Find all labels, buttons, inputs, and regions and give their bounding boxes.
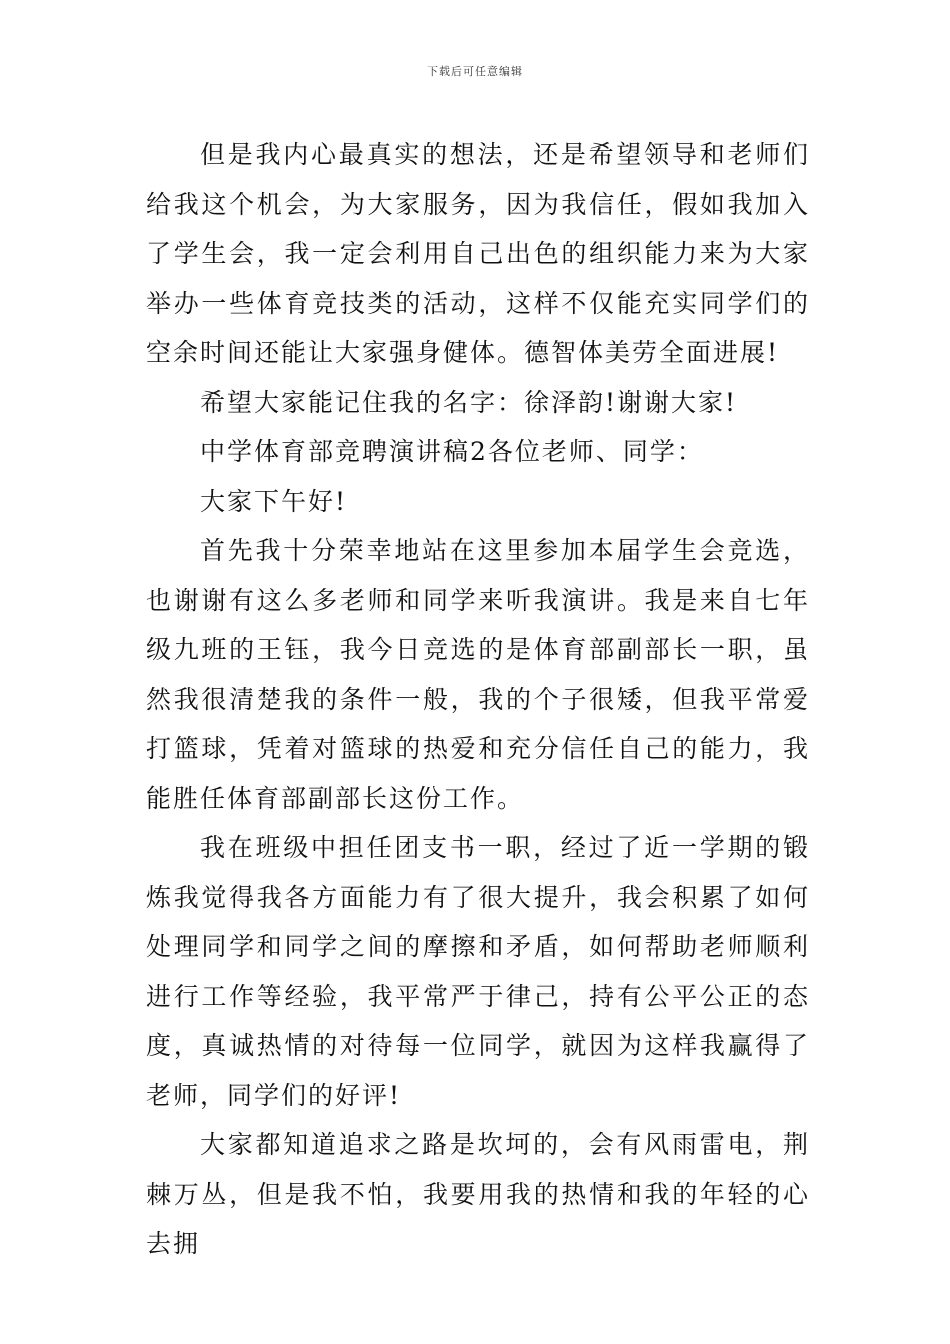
- paragraph: 中学体育部竞聘演讲稿2各位老师、同学：: [200, 437, 704, 466]
- paragraph: 但是我内心最真实的想法，还是希望领导和老师们给我这个机会，为大家服务，因为我信任，假如我加入了学生会，我一定会利用自己出色的组织能力来为大家举办一些体育竞技类的活动，这样不仅能充实同学们的空余时间还能让大家强身健体。德智体美劳全面进展!: [146, 140, 810, 367]
- paragraph: 首先我十分荣幸地站在这里参加本届学生会竞选，也谢谢有这么多老师和同学来听我演讲。我是来自七年级九班的王钰，我今日竞选的是体育部副部长一职，虽然我很清楚我的条件一般，我的个子很矮，但我平常爱打篮球，凭着对篮球的热爱和充分信任自己的能力，我能胜任体育部副部长这份工作。: [146, 536, 810, 813]
- page-header: 下载后可任意编辑: [427, 65, 523, 78]
- paragraph: 我在班级中担任团支书一职，经过了近一学期的锻炼我觉得我各方面能力有了很大提升，我会积累了如何处理同学和同学之间的摩擦和矛盾，如何帮助老师顺利进行工作等经验，我平常严于律己，持有公平公正的态度，真诚热情的对待每一位同学，就因为这样我赢得了老师，同学们的好评!: [146, 833, 810, 1110]
- document-body: [146, 130, 810, 1269]
- paragraph: 大家都知道追求之路是坎坷的，会有风雨雷电，荆棘万丛，但是我不怕，我要用我的热情和我的年轻的心去拥: [146, 1130, 810, 1258]
- paragraph: 大家下午好!: [200, 486, 348, 516]
- paragraph: 希望大家能记住我的名字：徐泽韵!谢谢大家!: [200, 387, 738, 417]
